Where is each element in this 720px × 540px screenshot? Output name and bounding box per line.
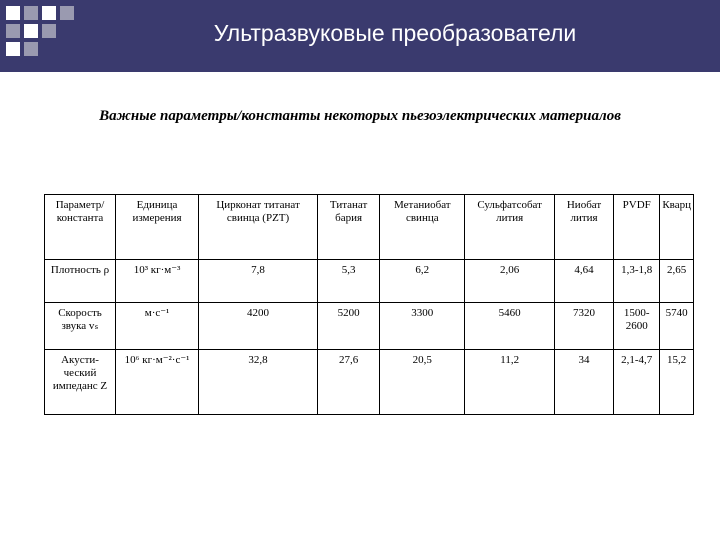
table-cell: 7,8 <box>199 260 318 303</box>
table-caption: Важные параметры/константы некоторых пьезоэлектрических материалов <box>99 108 621 124</box>
table-cell: Скорость звука vₛ <box>45 303 116 350</box>
table-cell: 5460 <box>465 303 555 350</box>
table-cell: 1500-2600 <box>614 303 660 350</box>
table-cell: 2,06 <box>465 260 555 303</box>
table-cell: 3300 <box>380 303 465 350</box>
table-cell: м·с⁻¹ <box>116 303 199 350</box>
square-decoration <box>42 24 56 38</box>
table-cell: 32,8 <box>199 350 318 415</box>
table-cell: 10⁶ кг·м⁻²·с⁻¹ <box>116 350 199 415</box>
table-cell: 10³ кг·м⁻³ <box>116 260 199 303</box>
column-header: Параметр/ константа <box>45 195 116 260</box>
table-cell: 4200 <box>199 303 318 350</box>
square-decoration <box>24 42 38 56</box>
table-row <box>45 260 694 303</box>
column-header: PVDF <box>614 195 660 260</box>
table-cell: 2,65 <box>660 260 694 303</box>
column-header: Ниобат лития <box>554 195 613 260</box>
table-cell: Плотность ρ <box>45 260 116 303</box>
column-header: Титанат бария <box>318 195 380 260</box>
table-cell: 34 <box>554 350 613 415</box>
square-decoration <box>60 6 74 20</box>
table-cell: 20,5 <box>380 350 465 415</box>
table-cell: 15,2 <box>660 350 694 415</box>
table-cell: Акусти-ческий импеданс Z <box>45 350 116 415</box>
table-header-row <box>45 195 694 260</box>
square-decoration <box>42 6 56 20</box>
table-cell: 11,2 <box>465 350 555 415</box>
table-cell: 5740 <box>660 303 694 350</box>
table-row <box>45 350 694 415</box>
column-header: Единица измерения <box>116 195 199 260</box>
square-decoration <box>24 6 38 20</box>
table-cell: 5,3 <box>318 260 380 303</box>
table-cell: 27,6 <box>318 350 380 415</box>
square-decoration <box>24 24 38 38</box>
decorative-squares <box>0 0 80 72</box>
square-decoration <box>6 42 20 56</box>
table-cell: 2,1-4,7 <box>614 350 660 415</box>
column-header: Метаниобат свинца <box>380 195 465 260</box>
table-row <box>45 303 694 350</box>
table-cell: 1,3-1,8 <box>614 260 660 303</box>
materials-table <box>44 194 694 415</box>
slide-header <box>0 0 720 72</box>
table-cell: 6,2 <box>380 260 465 303</box>
square-decoration <box>6 6 20 20</box>
table-cell: 7320 <box>554 303 613 350</box>
table-cell: 4,64 <box>554 260 613 303</box>
column-header: Цирконат титанат свинца (PZT) <box>199 195 318 260</box>
square-decoration <box>6 24 20 38</box>
slide-title: Ультразвуковые преобразователи <box>213 20 577 46</box>
column-header: Кварц <box>660 195 694 260</box>
table-cell: 5200 <box>318 303 380 350</box>
column-header: Сульфатсобат лития <box>465 195 555 260</box>
